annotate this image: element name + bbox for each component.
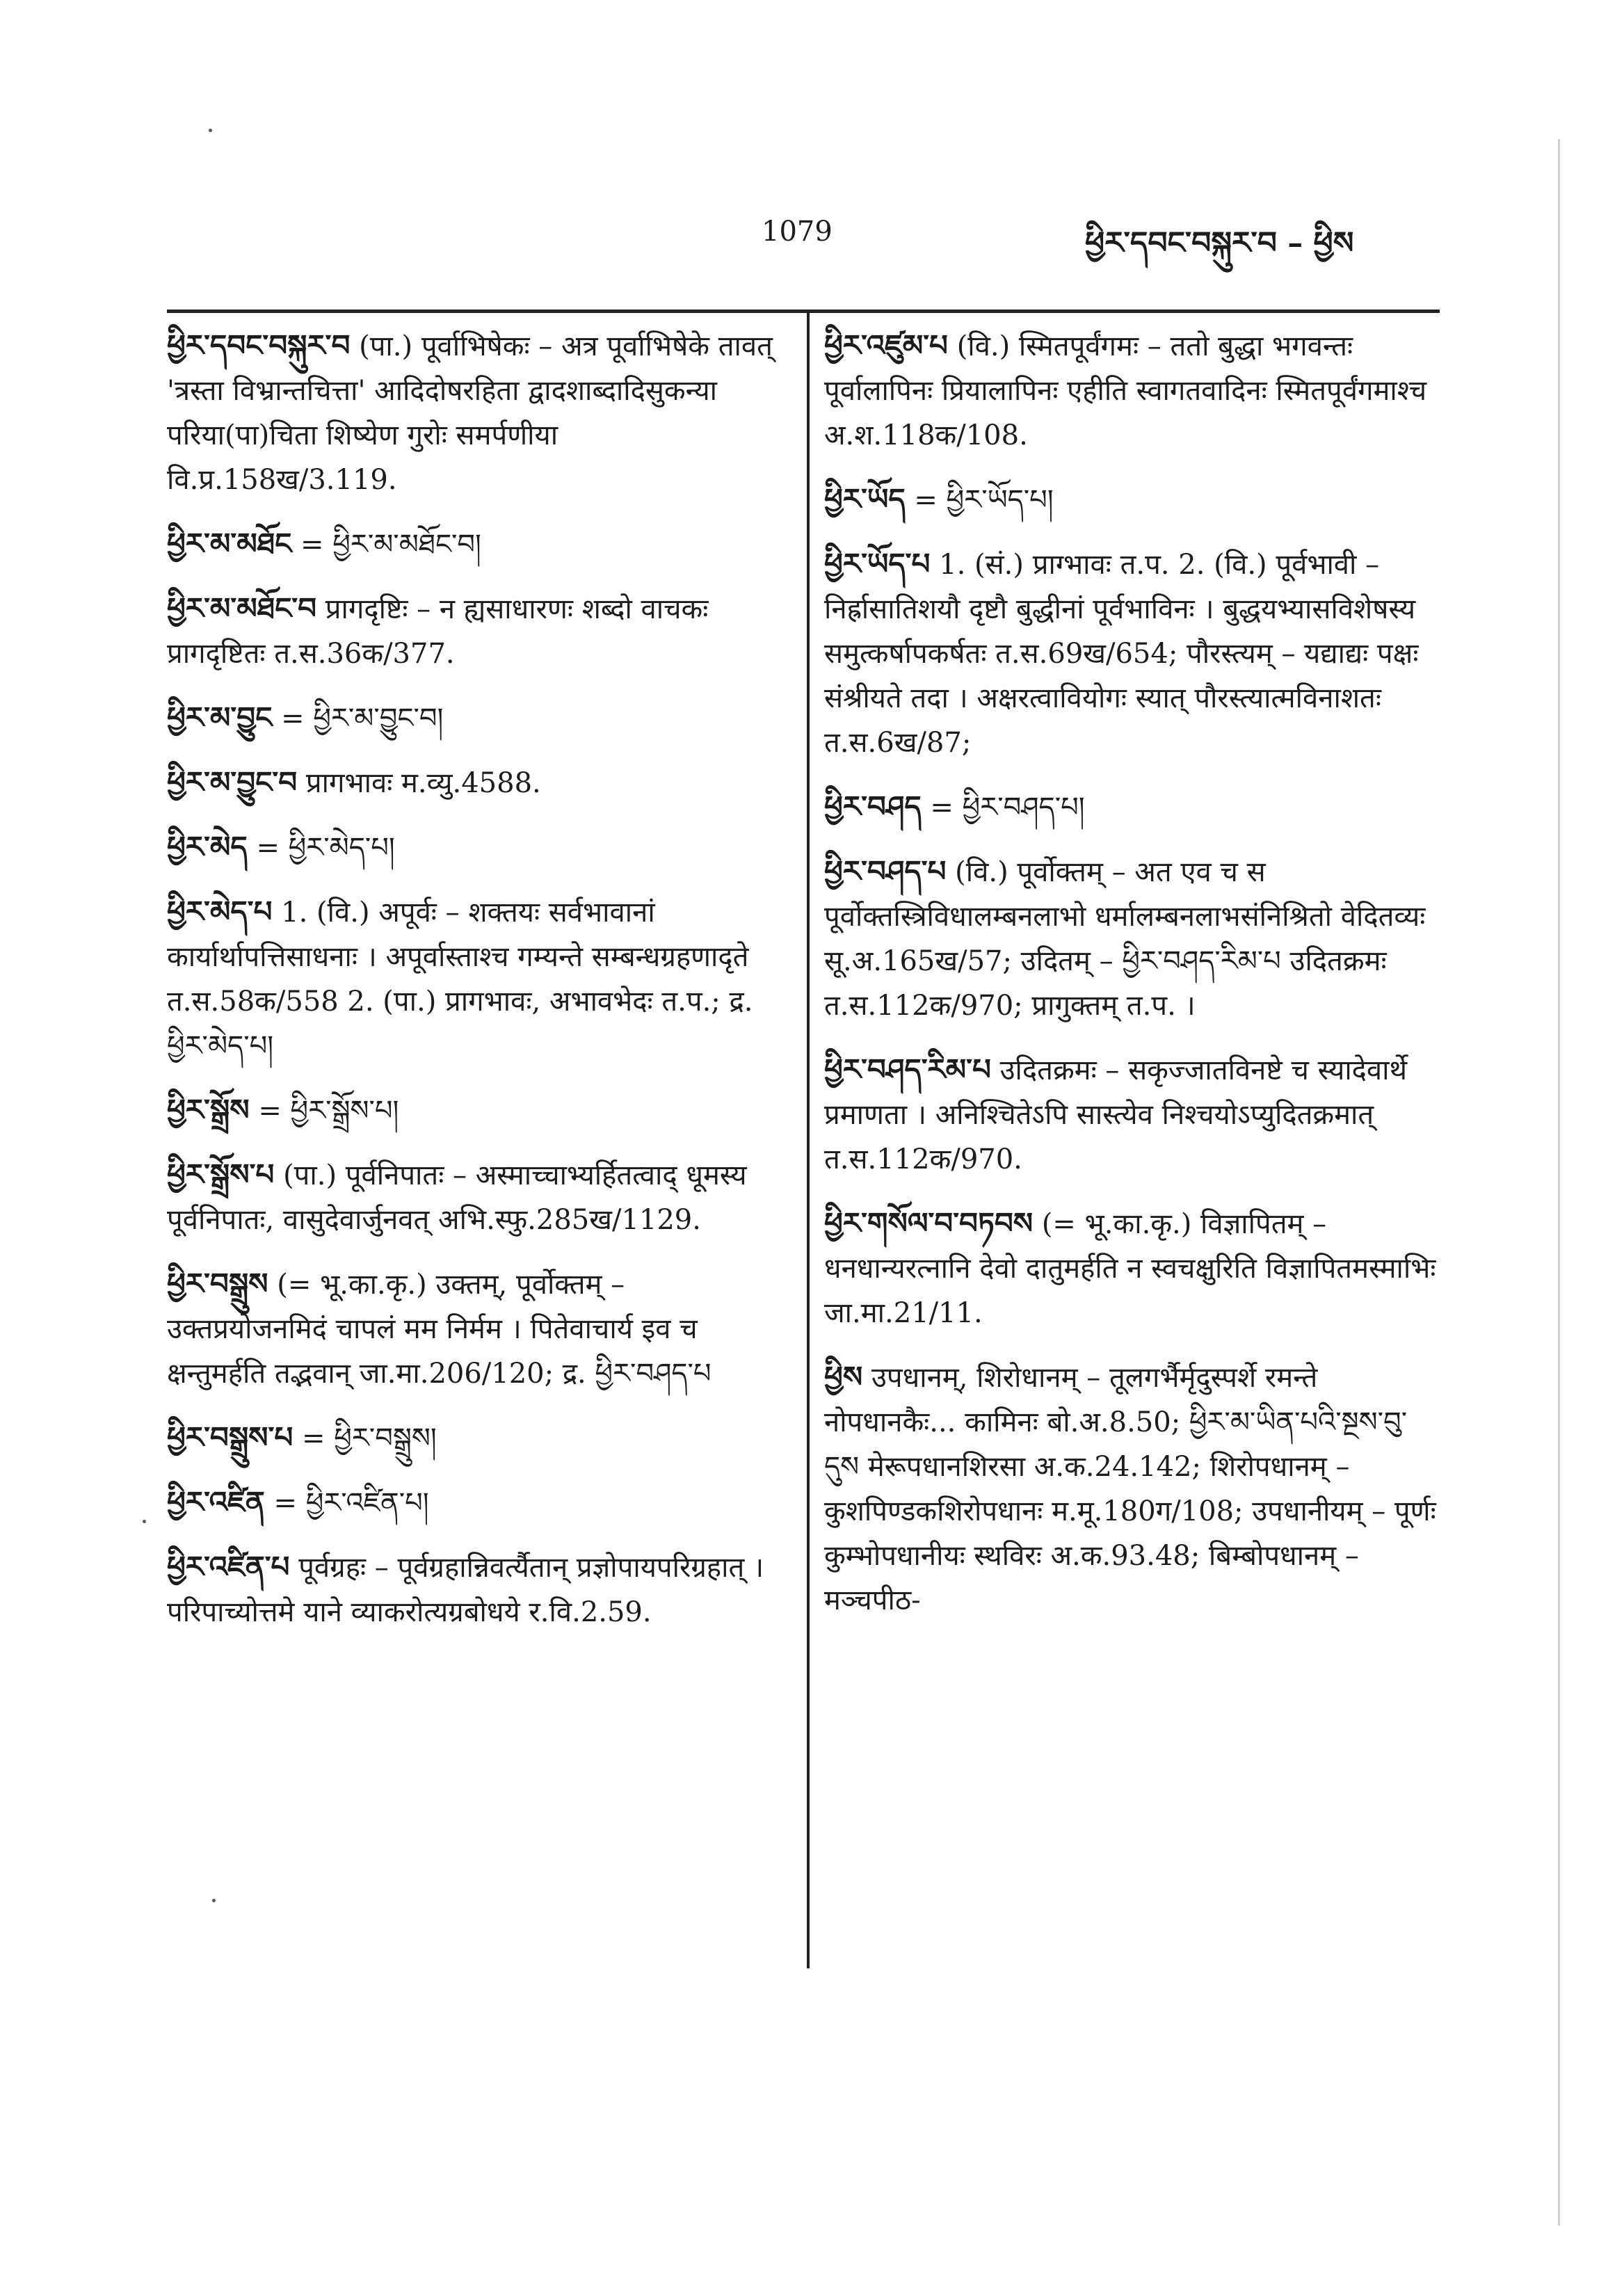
headword: ཕྱིར་ཡོད་པ	[824, 547, 931, 581]
definition: 1. (वि.) अपूर्वः – शक्तयः सर्वभावानां कार्यार्थापत्तिसाधनाः । अपूर्वास्ताश्च गम्यन्ते सम्बन्धग्रहणादृते त.स.58क/558 2. (पा.) प्रागभावः, अभावभेदः त.प.; द्र. ཕྱིར་མེད་པ།	[167, 897, 753, 1062]
headword: ཕྱིར་བསྒྲུས	[167, 1267, 268, 1301]
entry	[824, 477, 1436, 522]
definition: = ཕྱིར་བཤད་པ།	[930, 792, 1085, 824]
entry	[824, 1201, 1436, 1335]
headword: ཕྱིར་གསོལ་བ་བཏབས	[824, 1206, 1034, 1240]
entry	[824, 1047, 1436, 1182]
right-column	[824, 323, 1436, 1642]
definition: उपधानम्, शिरोधानम् – तूलगर्भैर्मृदुस्पर्शे रमन्ते नोपधानकैः... कामिनः बो.अ.8.50; ཕྱིར་མ་ཡིན་པའི་སྔས་བུ་དུས मेरूपधानशिरसा अ.क.24.142; शिरोपधानम् – कुशपिण्डकशिरोपधानः म.मू.180ग/108; उपधानीयम् – पूर्णः कुम्भोपधानीयः स्थविरः अ.क.93.48; बिम्बोपधानम् – मञ्चपीठ-	[824, 1362, 1436, 1616]
header-rule	[167, 310, 1440, 313]
left-column	[167, 323, 779, 1654]
entry	[167, 696, 779, 741]
definition: प्रागभावः म.व्यु.4588.	[305, 767, 541, 799]
definition: 1. (सं.) प्राग्भावः त.प. 2. (वि.) पूर्वभावी – निर्ह्रासातिशयौ दृष्टौ बुद्धीनां पूर्वभाविनः । बुद्धयभ्यासविशेषस्य समुत्कर्षापकर्षतः त.स.69ख/654; पौरस्त्यम् – यद्याद्यः पक्षः संश्रीयते तदा । अक्षरत्वावियोगः स्यात् पौरस्त्यात्मविनाशतः त.स.6ख/87;	[824, 549, 1419, 759]
running-head: ཕྱིར་དབང་བསྐུར་བ – ཕྱིས	[1085, 225, 1354, 261]
entry	[167, 1152, 779, 1242]
entry	[824, 785, 1436, 830]
definition: उदितक्रमः – सकृज्जातविनष्टे च स्यादेवार्थे प्रमाणता । अनिश्चितेऽपि सास्त्येव निश्चयोऽप्युदितक्रमात् त.स.112क/970.	[824, 1054, 1408, 1175]
definition: = ཕྱིར་བསྒྲུས།	[302, 1422, 437, 1454]
entry	[824, 323, 1436, 458]
headword: ཕྱིས	[824, 1360, 863, 1394]
entry	[167, 1415, 779, 1461]
headword: ཕྱིར་མ་མཐོང་བ	[167, 591, 317, 625]
entry	[167, 825, 779, 870]
page-number: 1079	[762, 216, 833, 248]
definition: (वि.) स्मितपूर्वंगमः – ततो बुद्धा भगवन्तः पूर्वालापिनः प्रियालापिनः एहीति स्वागतवादिनः स्मितपूर्वंगमाश्च अ.श.118क/108.	[824, 330, 1427, 451]
definition: = ཕྱིར་མེད་པ།	[256, 832, 395, 864]
definition: = ཕྱིར་འཛིན་པ།	[273, 1487, 429, 1519]
entry	[824, 542, 1436, 765]
headword: ཕྱིར་ཡོད	[824, 482, 906, 516]
headword: ཕྱིར་བཤད་པ	[824, 854, 947, 888]
definition: (पा.) पूर्वाभिषेकः – अत्र पूर्वाभिषेके तावत् 'त्रस्ता विभ्रान्तचित्ता' आदिदोषरहिता द्वादशाब्दादिसुकन्या परिया(पा)चिता शिष्येण गुरोः समर्पणीया वि.प्र.158ख/3.119.	[167, 330, 773, 496]
headword: ཕྱིར་སྒྲོས	[167, 1093, 250, 1127]
entry	[824, 1355, 1436, 1623]
entry	[167, 890, 779, 1068]
headword: ཕྱིར་མ་མཐོང	[167, 527, 292, 561]
headword: ཕྱིར་འཛིན	[167, 1485, 265, 1519]
entry	[167, 1545, 779, 1635]
speck	[143, 1520, 146, 1523]
definition: = ཕྱིར་སྒྲོས་པ།	[258, 1095, 399, 1127]
definition: = ཕྱིར་ཡོད་པ།	[914, 484, 1054, 516]
speck	[212, 1899, 216, 1902]
headword: ཕྱིར་སྒྲོས་པ	[167, 1157, 275, 1191]
definition: (= भू.का.कृ.) उक्तम्, पूर्वोक्तम् – उक्तप्रयोजनमिदं चापलं मम निर्मम । पितेवाचार्य इव च क्षन्तुमर्हति तद्भवान् जा.मा.206/120; द्र. ཕྱིར་བཤད་པ	[167, 1269, 711, 1390]
headword: ཕྱིར་དབང་བསྐུར་བ	[167, 328, 351, 362]
headword: ཕྱིར་བསྒྲུས་པ	[167, 1420, 294, 1454]
headword: ཕྱིར་བཤད་རིམ་པ	[824, 1052, 991, 1086]
headword: ཕྱིར་བཤད	[824, 789, 922, 824]
definition: (पा.) पूर्वनिपातः – अस्माच्चाभ्यर्हितत्वाद् धूमस्य पूर्वनिपातः, वासुदेवार्जुनवत् अभि.स्फु.285ख/1129.	[167, 1159, 747, 1236]
entry	[167, 323, 779, 502]
headword: ཕྱིར་མ་བྱུང	[167, 700, 273, 734]
entry	[167, 1262, 779, 1396]
entry	[824, 849, 1436, 1028]
entry	[167, 586, 779, 676]
entry	[167, 1088, 779, 1133]
definition: प्रागदृष्टिः – न ह्यसाधारणः शब्दो वाचकः प्रागदृष्टितः त.स.36क/377.	[167, 593, 709, 670]
entry	[167, 522, 779, 567]
speck	[209, 129, 212, 132]
definition: (वि.) पूर्वोक्तम् – अत एव च स पूर्वोक्तस्त्रिविधालम्बनलाभो धर्मालम्बनलाभसंनिश्रितो वेदितव्यः सू.अ.165ख/57; उदितम् – ཕྱིར་བཤད་རིམ་པ उदितक्रमः त.स.112क/970; प्रागुक्तम् त.प. ।	[824, 856, 1426, 1022]
definition: = ཕྱིར་མ་བྱུང་བ།	[281, 702, 444, 734]
definition: पूर्वग्रहः – पूर्वग्रहान्निवर्त्यैतान् प्रज्ञोपायपरिग्रहात् । परिपाच्योत्तमे याने व्याकरोत्यग्रबोधये र.वि.2.59.	[167, 1552, 764, 1628]
entry	[167, 760, 779, 805]
headword: ཕྱིར་མ་བྱུང་བ	[167, 765, 298, 799]
margin-line	[1558, 139, 1560, 2226]
headword: ཕྱིར་འཛིན་པ	[167, 1550, 290, 1584]
headword: ཕྱིར་མེད་པ	[167, 894, 273, 929]
headword: ཕྱིར་མེད	[167, 830, 248, 864]
definition: = ཕྱིར་མ་མཐོང་བ།	[300, 529, 481, 561]
entry	[167, 1480, 779, 1525]
headword: ཕྱིར་འཛུམ་པ	[824, 328, 948, 362]
column-divider	[807, 313, 810, 1968]
definition: (= भू.का.कृ.) विज्ञापितम् – धनधान्यरत्नानि देवो दातुमर्हति न स्वचक्षुरिति विज्ञापितमस्माभिः जा.मा.21/11.	[824, 1208, 1436, 1329]
